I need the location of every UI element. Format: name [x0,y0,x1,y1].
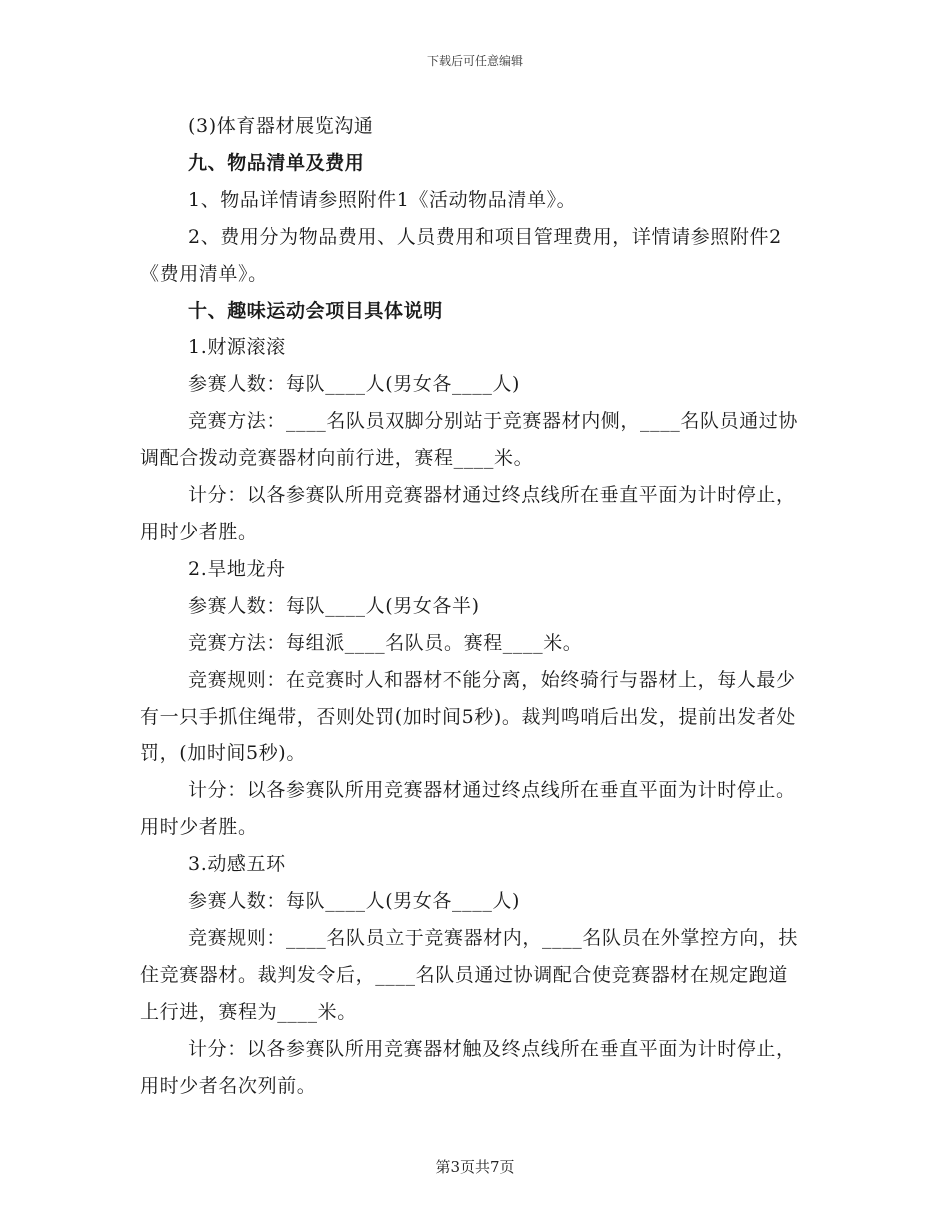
section-heading: 九、物品清单及费用 [188,151,365,174]
paragraph: 竞赛规则：____名队员立于竞赛器材内，____名队员在外掌控方向，扶住竞赛器材。裁判发令后，____名队员通过协调配合使竞赛器材在规定跑道上行进，赛程为____米。 [140,926,799,1023]
paragraph: 计分：以各参赛队所用竞赛器材通过终点线所在垂直平面为计时停止。用时少者胜。 [140,779,796,839]
paragraph: 参赛人数：每队____人(男女各半) [188,594,480,617]
paragraph: 竞赛规则：在竞赛时人和器材不能分离，始终骑行与器材上，每人最少有一只手抓住绳带，否则处罚(加时间5秒)。裁判鸣哨后出发，提前出发者处罚，(加时间5秒)。 [140,668,796,765]
paragraph: 1、物品详情请参照附件1《活动物品清单》。 [188,188,577,211]
paragraph: (3)体育器材展览沟通 [188,115,374,137]
paragraph: 竞赛方法：每组派____名队员。赛程____米。 [188,631,583,654]
subsection-title: 2.旱地龙舟 [188,557,286,580]
subsection-title: 3.动感五环 [188,853,286,876]
paragraph: 计分：以各参赛队所用竞赛器材触及终点线所在垂直平面为计时停止，用时少者名次列前。 [140,1037,796,1097]
page-header: 下载后可任意编辑 [426,54,523,68]
section-heading: 十、趣味运动会项目具体说明 [188,299,443,322]
subsection-title: 1.财源滚滚 [188,336,286,359]
paragraph: 竞赛方法：____名队员双脚分别站于竞赛器材内侧，____名队员通过协调配合拨动竞赛器材向前行进，赛程____米。 [140,410,799,470]
paragraph: 计分：以各参赛队所用竞赛器材通过终点线所在垂直平面为计时停止，用时少者胜。 [140,484,796,543]
paragraph: 2、费用分为物品费用、人员费用和项目管理费用，详情请参照附件2《费用清单》。 [140,225,782,285]
paragraph: 参赛人数：每队____人(男女各____人) [188,890,521,913]
page-footer: 第3页共7页 [435,1158,515,1176]
document-body [140,108,800,1104]
paragraph: 参赛人数：每队____人(男女各____人) [188,373,521,396]
